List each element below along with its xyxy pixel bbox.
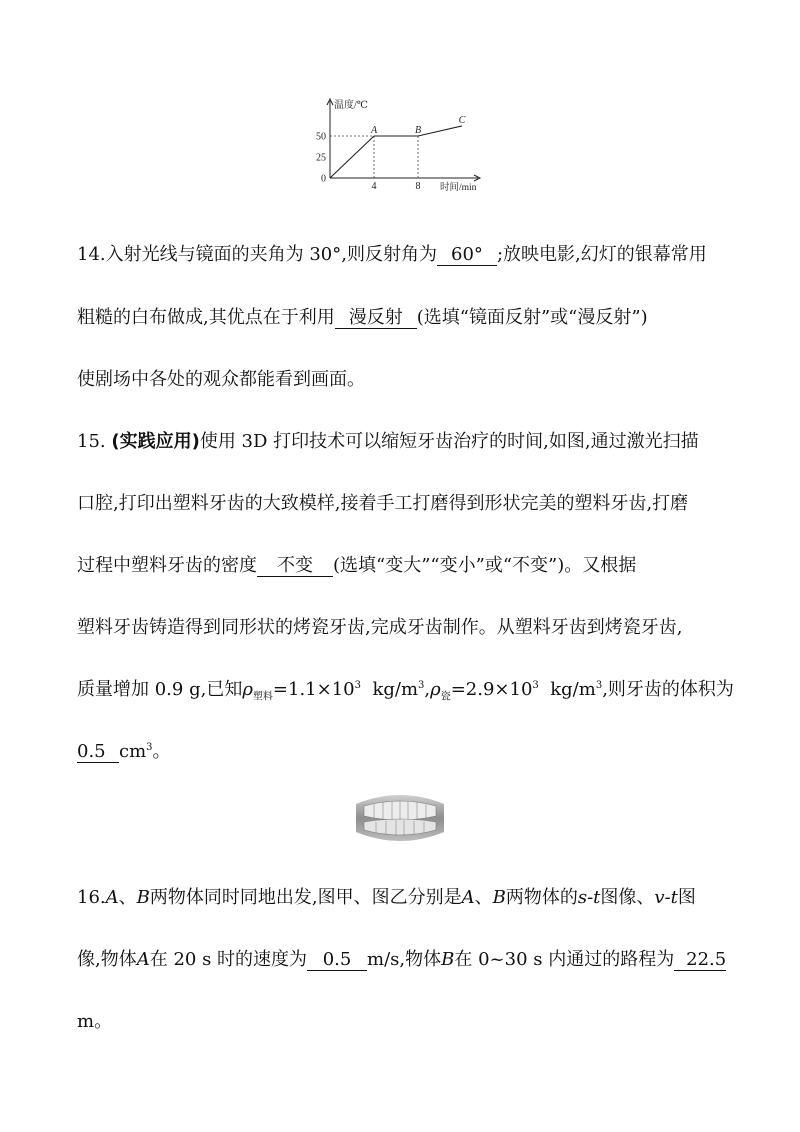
series-segment	[418, 126, 462, 136]
density-unit: kg/m	[550, 679, 596, 700]
q14-line-1	[77, 240, 707, 266]
y-tick-label: 25	[316, 152, 326, 164]
rho-symbol: ρ	[430, 679, 441, 700]
q16-text: 在 0~30 s 内通过的路程为	[454, 949, 675, 970]
vt-graph-label: v-t	[654, 887, 678, 908]
q15-answer-1: 不变	[257, 556, 333, 577]
q16-text: 两物体同时同地出发,图甲、图乙分别是	[149, 887, 462, 908]
object-b-label: B	[492, 887, 506, 908]
point-label: A	[370, 125, 378, 136]
object-a-label: A	[136, 949, 150, 970]
temperature-time-chart	[300, 95, 500, 195]
q14-answer-1: 60°	[437, 245, 497, 266]
period: 。	[152, 741, 171, 762]
q16-number: 16.	[77, 887, 106, 908]
q14-answer-2: 漫反射	[335, 308, 417, 329]
q14-line-3	[77, 365, 365, 391]
separator: 、	[118, 887, 137, 908]
q15-text: (选填“变大”“变小”或“不变”)。又根据	[333, 555, 637, 576]
q14-text: 粗糙的白布做成,其优点在于利用	[77, 307, 335, 328]
rho-subscript: 塑料	[252, 691, 273, 703]
x-axis-label: 时间/min	[440, 183, 477, 193]
q16-line-2	[77, 945, 726, 971]
q14-text: 14.入射光线与镜面的夹角为 30°,则反射角为	[77, 244, 437, 265]
q16-line-1	[77, 883, 696, 909]
q16-text: 图像、	[600, 887, 655, 908]
object-b-label: B	[136, 887, 150, 908]
y-tick-label: 50	[316, 131, 326, 143]
q14-text: ;放映电影,幻灯的银幕常用	[496, 244, 707, 265]
st-graph-label: s-t	[577, 887, 601, 908]
rho-symbol: ρ	[242, 679, 253, 700]
q16-text: m/s,物体	[367, 949, 442, 970]
chart-marks	[330, 115, 466, 178]
chart-axes	[316, 98, 480, 193]
q15-line-1	[77, 427, 699, 453]
q16-text: m。	[77, 1011, 113, 1032]
unit-exponent: 3	[146, 742, 153, 753]
q15-text: 塑料牙齿铸造得到同形状的烤瓷牙齿,完成牙齿制作。从塑料牙齿到烤瓷牙齿,	[77, 617, 683, 638]
q15-line-4	[77, 613, 682, 639]
q15-line-3	[77, 551, 636, 577]
exponent: 3	[354, 680, 361, 691]
q15-answer-2: 0.5	[77, 742, 119, 763]
q15-tag: (实践应用)	[111, 431, 200, 452]
teeth-model-image	[352, 790, 448, 846]
q15-text: 使用 3D 打印技术可以缩短牙齿治疗的时间,如图,通过激光扫描	[199, 431, 699, 452]
unit-exponent: 3	[418, 680, 425, 691]
point-label: C	[458, 114, 466, 126]
series-segment	[330, 136, 374, 178]
y-tick-label: 0	[321, 173, 326, 185]
q15-line-2	[77, 489, 688, 515]
q15-number: 15.	[77, 431, 106, 452]
object-a-label: A	[105, 887, 119, 908]
density-value: =1.1×10	[272, 679, 355, 700]
q15-text: 质量增加 0.9 g,已知	[77, 679, 243, 700]
x-tick-label: 8	[415, 181, 421, 192]
density-unit: kg/m	[372, 679, 419, 700]
q14-text: 使剧场中各处的观众都能看到画面。	[77, 369, 365, 390]
q14-text: (选填“镜面反射”或“漫反射”)	[416, 307, 648, 328]
q15-line-6	[77, 737, 171, 763]
unit-exponent: 3	[595, 680, 603, 691]
y-axis-label: 温度/℃	[334, 100, 368, 111]
point-label: B	[414, 125, 422, 136]
q15-text: 口腔,打印出塑料牙齿的大致模样,接着手工打磨得到形状完美的塑料牙齿,打磨	[77, 493, 689, 514]
separator: 、	[474, 887, 493, 908]
q14-line-2	[77, 303, 648, 329]
exponent: 3	[532, 680, 539, 691]
q16-text: 两物体的	[505, 887, 578, 908]
object-a-label: A	[461, 887, 475, 908]
rho-subscript: 瓷	[440, 691, 451, 703]
q16-answer-2: 22.5	[674, 950, 726, 971]
object-b-label: B	[441, 949, 455, 970]
q16-answer-1: 0.5	[307, 950, 367, 971]
comma: ,	[424, 679, 431, 700]
q15-text: ,则牙齿的体积为	[602, 679, 734, 700]
q16-line-3	[77, 1007, 112, 1033]
q15-line-5	[77, 675, 734, 703]
q15-text: 过程中塑料牙齿的密度	[77, 555, 257, 576]
q16-text: 图	[677, 887, 696, 908]
volume-unit: cm	[119, 741, 147, 762]
density-value: =2.9×10	[450, 679, 533, 700]
q16-text: 在 20 s 时的速度为	[149, 949, 308, 970]
x-tick-label: 4	[371, 181, 377, 192]
q16-text: 像,物体	[77, 949, 137, 970]
